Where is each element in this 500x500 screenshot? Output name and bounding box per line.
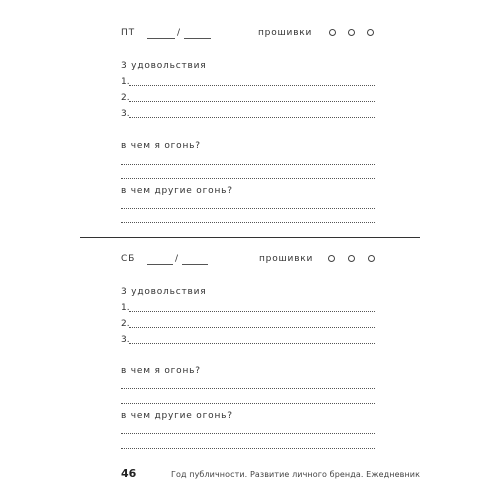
item-number-1: 1. — [121, 303, 130, 313]
fire-answer-line-1[interactable] — [121, 388, 375, 389]
item-number-3: 3. — [121, 335, 130, 345]
checkbox-circle-1[interactable] — [328, 255, 335, 262]
item-line-1[interactable] — [129, 311, 375, 312]
book-title: Год публичности. Развитие личного бренда. Ежедневник — [171, 470, 421, 479]
day-blank[interactable] — [147, 38, 175, 39]
item-number-2: 2. — [121, 319, 130, 329]
item-line-2[interactable] — [129, 101, 375, 102]
others-answer-line-2[interactable] — [121, 448, 375, 449]
checkbox-circle-3[interactable] — [367, 29, 374, 36]
date-slash: / — [175, 254, 179, 264]
item-number-1: 1. — [121, 77, 130, 87]
fire-question: в чем я огонь? — [121, 141, 201, 151]
others-answer-line-2[interactable] — [121, 222, 375, 223]
item-line-3[interactable] — [129, 117, 375, 118]
firmware-label: прошивки — [258, 28, 313, 38]
day-label: СБ — [121, 254, 136, 264]
fire-answer-line-2[interactable] — [121, 403, 375, 404]
month-blank[interactable] — [182, 264, 208, 265]
item-line-3[interactable] — [129, 343, 375, 344]
others-question: в чем другие огонь? — [121, 411, 233, 421]
fire-answer-line-1[interactable] — [121, 164, 375, 165]
item-number-3: 3. — [121, 109, 130, 119]
day-blank[interactable] — [147, 264, 173, 265]
item-line-1[interactable] — [129, 85, 375, 86]
month-blank[interactable] — [184, 38, 211, 39]
others-question: в чем другие огонь? — [121, 186, 233, 196]
fire-answer-line-2[interactable] — [121, 178, 375, 179]
satisfactions-label: 3 удовольствия — [121, 287, 207, 297]
fire-question: в чем я огонь? — [121, 366, 201, 376]
section-divider — [80, 237, 420, 238]
others-answer-line-1[interactable] — [121, 433, 375, 434]
others-answer-line-1[interactable] — [121, 208, 375, 209]
checkbox-circle-2[interactable] — [348, 255, 355, 262]
checkbox-circle-3[interactable] — [368, 255, 375, 262]
checkbox-circle-1[interactable] — [329, 29, 336, 36]
item-line-2[interactable] — [129, 327, 375, 328]
checkbox-circle-2[interactable] — [348, 29, 355, 36]
day-label: ПТ — [121, 28, 135, 38]
item-number-2: 2. — [121, 93, 130, 103]
firmware-label: прошивки — [259, 254, 314, 264]
date-slash: / — [177, 28, 181, 38]
satisfactions-label: 3 удовольствия — [121, 61, 207, 71]
page-number: 46 — [121, 467, 137, 480]
